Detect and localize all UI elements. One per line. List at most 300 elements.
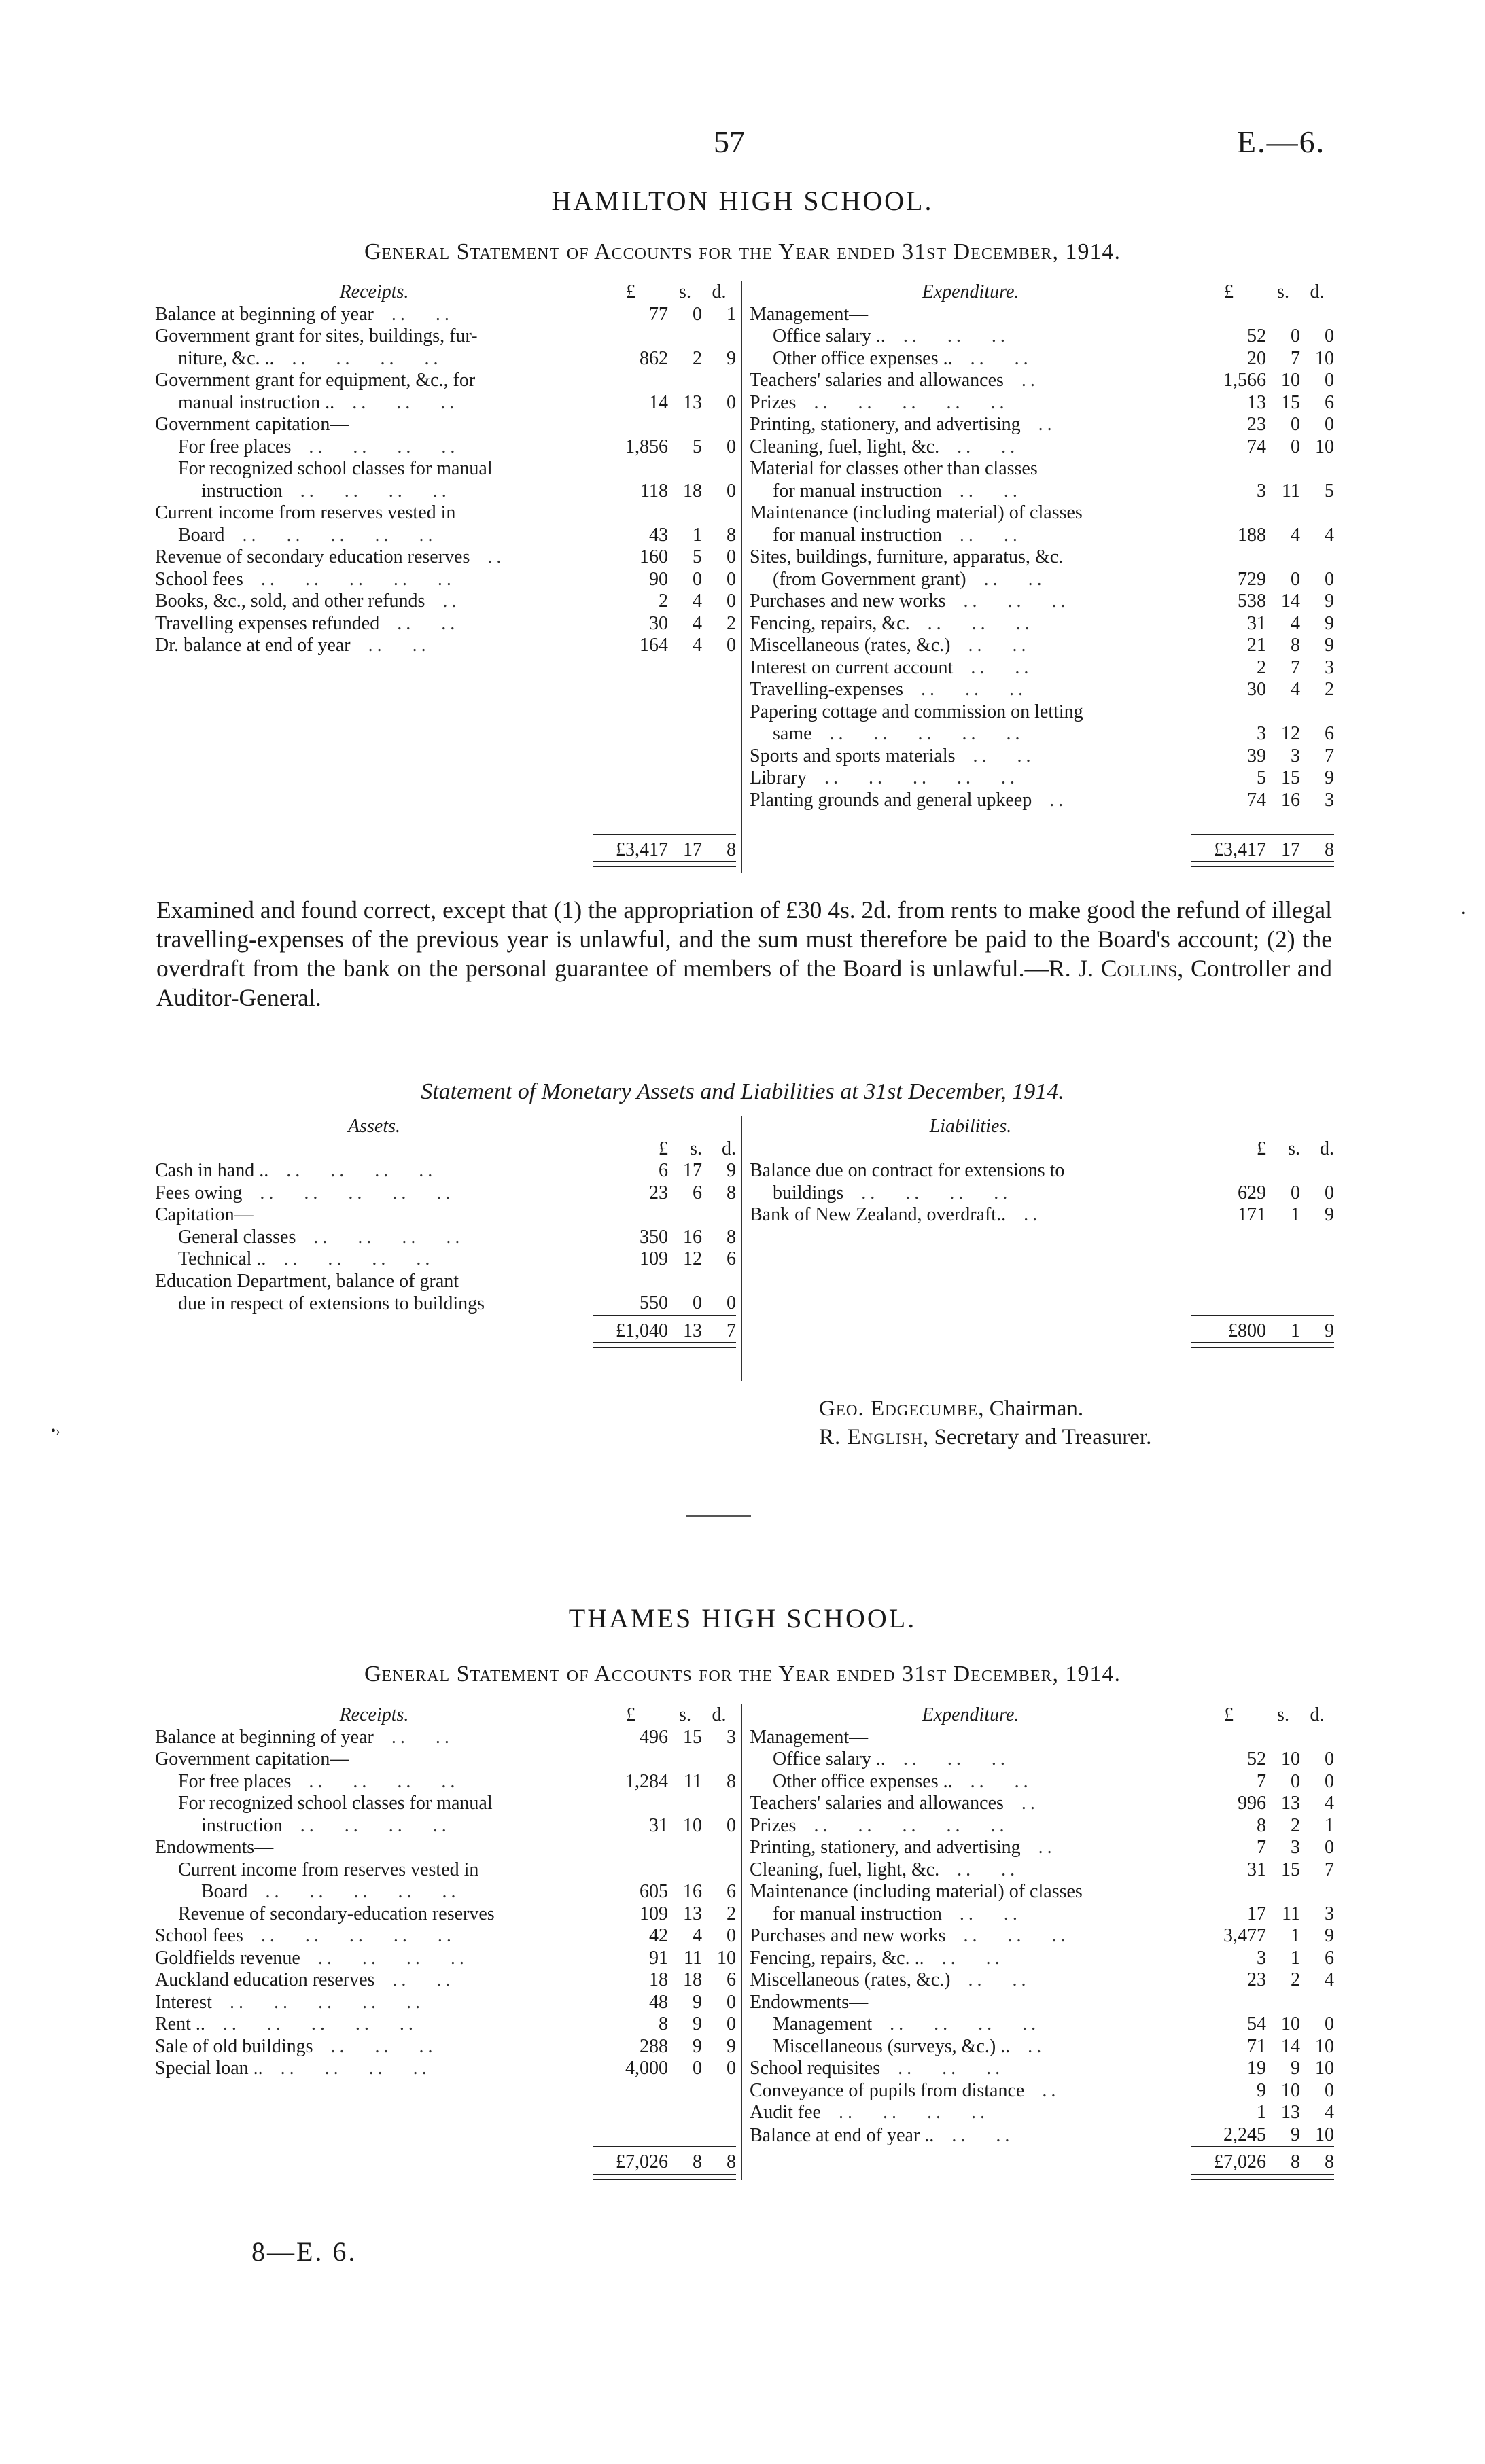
amount-pence — [702, 1793, 736, 1815]
leader-dots: .. .. .. .. — [296, 1226, 464, 1248]
amount-pounds: 52 — [1247, 1748, 1266, 1770]
amount-pence — [1300, 304, 1334, 326]
row-label-text: for manual instruction — [773, 480, 942, 501]
page-number: 57 — [714, 124, 745, 159]
row-label-text: Sites, buildings, furniture, apparatus, &c. — [750, 546, 1064, 567]
spacer — [750, 1292, 1334, 1316]
amount-shillings: 10 — [1281, 2013, 1300, 2035]
header-row — [155, 1116, 736, 1138]
row-label — [750, 546, 1191, 569]
hamilton-receipts-table — [155, 281, 736, 867]
row-label-text: Current income from reserves vested in — [178, 1859, 479, 1880]
amount-shillings — [668, 458, 702, 480]
ledger-row — [155, 1903, 736, 1926]
column-header: Expenditure. — [922, 281, 1019, 302]
row-label-text: Travelling-expenses — [750, 679, 904, 700]
row-label-text: due in respect of extensions to buildings — [178, 1293, 485, 1314]
amount-pounds: 1 — [1257, 2102, 1266, 2123]
ledger-row — [750, 1793, 1334, 1815]
double-rule — [593, 1342, 736, 1348]
total-shillings: 8 — [668, 2147, 702, 2174]
amount-pence: 0 — [727, 2013, 736, 2035]
total-pence: 7 — [702, 1316, 736, 1343]
amount-pence — [1300, 701, 1334, 724]
ledger-row — [155, 591, 736, 613]
amount-pence: 9 — [1325, 767, 1334, 788]
header-row — [750, 1116, 1334, 1138]
leader-dots: .. — [1020, 414, 1056, 435]
total-row — [750, 834, 1334, 862]
row-label-text: Sale of old buildings — [155, 2035, 313, 2057]
ledger-row — [750, 723, 1334, 745]
row-label-text: for manual instruction — [773, 524, 942, 546]
row-label — [750, 304, 1191, 326]
leader-dots: .. .. — [373, 1726, 453, 1748]
amount-pounds: 538 — [1238, 591, 1266, 612]
row-label — [750, 348, 1191, 370]
amount-pence: 0 — [1325, 2079, 1334, 2101]
double-rule-row — [155, 1342, 736, 1348]
ledger-row — [750, 1948, 1334, 1970]
row-label — [155, 348, 593, 370]
row-label — [750, 569, 1191, 591]
leader-dots: .. .. .. .. .. — [243, 1925, 455, 1946]
row-label — [155, 1903, 593, 1926]
amount-pence — [1300, 1727, 1334, 1749]
amount-pounds: 996 — [1238, 1793, 1266, 1814]
amount-shillings: 4 — [1291, 612, 1300, 634]
ledger-row — [750, 348, 1334, 370]
ledger-row — [750, 1160, 1334, 1182]
amount-shillings: 9 — [693, 1991, 702, 2013]
amount-pence: 0 — [727, 546, 736, 567]
amount-pounds: 74 — [1247, 436, 1266, 457]
ledger-row — [750, 2013, 1334, 2036]
amount-pence: 2 — [727, 612, 736, 634]
currency-header-pounds: £ — [1257, 1138, 1266, 1159]
ledger-row — [155, 304, 736, 326]
row-label-text: Goldfields revenue — [155, 1947, 300, 1969]
row-label — [750, 723, 1191, 745]
amount-pounds: 90 — [649, 568, 668, 590]
ledger-row — [155, 613, 736, 635]
row-label-text: Capitation— — [155, 1204, 254, 1225]
row-label — [750, 591, 1191, 613]
amount-shillings: 10 — [683, 1814, 702, 1836]
amount-pence — [1300, 458, 1334, 480]
amount-pence: 5 — [1325, 480, 1334, 501]
column-divider — [741, 1704, 742, 2180]
ledger-row — [155, 1969, 736, 1992]
row-label — [155, 325, 593, 348]
row-label-text: Fees owing — [155, 1182, 243, 1203]
spacer — [155, 2080, 736, 2102]
ledger-row — [750, 392, 1334, 415]
amount-shillings: 4 — [693, 591, 702, 612]
leader-dots: .. .. .. — [880, 2058, 1004, 2079]
amount-pounds — [593, 1793, 668, 1815]
column-header: Assets. — [348, 1116, 400, 1137]
currency-header-pence — [702, 1116, 736, 1138]
row-label — [750, 679, 1191, 701]
row-label — [155, 1727, 593, 1749]
spacer — [155, 1138, 593, 1161]
spacer — [750, 1227, 1334, 1249]
ledger-row — [155, 1925, 736, 1948]
row-label-text: Management— — [750, 1726, 869, 1748]
amount-shillings: 12 — [1281, 723, 1300, 744]
total-row — [155, 1316, 736, 1343]
row-label — [155, 1925, 593, 1948]
ledger-row — [750, 1969, 1334, 1992]
scan-mark: •› — [51, 1424, 60, 1439]
spacer — [750, 1138, 1191, 1161]
leader-dots: .. — [1010, 2035, 1046, 2057]
total-shillings: 1 — [1266, 1316, 1300, 1343]
amount-shillings — [668, 1271, 702, 1293]
row-label — [155, 1182, 593, 1205]
amount-pounds: 109 — [640, 1248, 668, 1269]
amount-pounds: 862 — [640, 347, 668, 369]
row-label — [750, 325, 1191, 348]
leader-dots: .. .. .. .. .. — [811, 723, 1024, 744]
amount-shillings: 13 — [683, 391, 702, 413]
amount-pence: 3 — [1325, 1903, 1334, 1924]
row-label — [155, 2013, 593, 2036]
spacer-row — [155, 811, 736, 834]
row-label — [155, 525, 593, 547]
scan-mark: • — [1461, 908, 1465, 919]
row-label-text: Government grant for equipment, &c., for — [155, 370, 476, 391]
spacer — [750, 811, 1334, 834]
leader-dots: .. .. — [966, 568, 1046, 590]
amount-shillings — [668, 1748, 702, 1771]
row-label-text: Travelling expenses refunded — [155, 612, 380, 634]
row-label-text: Other office expenses .. — [773, 347, 953, 369]
amount-pence: 0 — [727, 591, 736, 612]
amount-shillings — [668, 1859, 702, 1882]
currency-header-pence: d. — [722, 1138, 736, 1159]
amount-shillings: 15 — [1281, 767, 1300, 788]
amount-pounds: 9 — [1257, 2079, 1266, 2101]
ledger-row — [155, 1727, 736, 1749]
amount-shillings: 5 — [693, 436, 702, 457]
row-label-text: Balance due on contract for extensions to — [750, 1160, 1065, 1181]
ledger-row — [750, 1837, 1334, 1859]
row-label-text: Material for classes other than classes — [750, 458, 1038, 479]
amount-shillings: 0 — [693, 303, 702, 325]
total-pence: 8 — [1300, 834, 1334, 862]
leader-dots: .. .. — [939, 436, 1019, 457]
amount-shillings: 4 — [1291, 524, 1300, 546]
amount-pounds: 2 — [659, 591, 668, 612]
row-label — [750, 745, 1191, 768]
amount-pounds: 8 — [659, 2013, 668, 2035]
row-label-text: Teachers' salaries and allowances — [750, 1793, 1004, 1814]
ledger-row — [155, 1859, 736, 1882]
amount-pence: 0 — [1325, 1182, 1334, 1203]
amount-pence: 0 — [727, 1292, 736, 1314]
row-label — [750, 370, 1191, 392]
amount-pence: 6 — [1325, 1947, 1334, 1969]
spacer-row — [750, 1248, 1334, 1271]
ledger-row — [155, 502, 736, 525]
amount-pounds: 43 — [649, 524, 668, 546]
spacer-row — [155, 679, 736, 701]
amount-pence: 0 — [727, 391, 736, 413]
leader-dots: .. .. — [941, 1903, 1021, 1924]
amount-shillings: 9 — [693, 2035, 702, 2057]
ledger-row — [750, 436, 1334, 459]
amount-pounds: 496 — [640, 1726, 668, 1748]
amount-pence: 0 — [727, 436, 736, 457]
ledger-row — [155, 1881, 736, 1903]
ledger-row — [750, 1204, 1334, 1227]
spacer-row — [155, 767, 736, 790]
row-label — [750, 2102, 1191, 2124]
amount-pounds: 4,000 — [625, 2058, 668, 2079]
currency-header-shillings: s. — [690, 1138, 702, 1159]
row-label-text: Board — [201, 1881, 248, 1902]
currency-header-pence: d. — [1310, 281, 1325, 302]
currency-header-pounds: £ — [659, 1138, 668, 1159]
row-label — [750, 1837, 1191, 1859]
amount-pounds — [1191, 546, 1266, 569]
amount-shillings: 11 — [1282, 480, 1300, 501]
amount-shillings: 0 — [693, 2058, 702, 2079]
amount-pence: 6 — [1325, 391, 1334, 413]
amount-pence — [702, 1837, 736, 1859]
amount-pence: 2 — [1325, 679, 1334, 700]
total-pounds: £7,026 — [593, 2147, 668, 2174]
hamilton-title: HAMILTON HIGH SCHOOL. — [551, 186, 934, 216]
row-label-text: Audit fee — [750, 2102, 821, 2123]
ledger-row — [155, 2013, 736, 2036]
leader-dots: .. .. — [924, 1947, 1004, 1969]
amount-pence: 1 — [727, 303, 736, 325]
leader-dots: .. .. .. .. — [291, 1770, 459, 1792]
amount-pounds: 350 — [640, 1226, 668, 1248]
amount-pence: 0 — [727, 1991, 736, 2013]
row-label-text: Auckland education reserves — [155, 1969, 375, 1990]
amount-shillings: 2 — [1291, 1969, 1300, 1990]
spacer — [750, 1248, 1334, 1271]
row-label — [750, 1992, 1191, 2014]
amount-pounds — [593, 414, 668, 436]
spacer-row — [750, 811, 1334, 834]
amount-pence: 3 — [727, 1726, 736, 1748]
amount-pounds — [593, 1271, 668, 1293]
spacer — [155, 2124, 736, 2147]
header-row — [155, 1704, 736, 1727]
row-label — [750, 2124, 1191, 2147]
amount-pounds: 39 — [1247, 745, 1266, 767]
ledger-row — [155, 458, 736, 480]
amount-shillings: 0 — [1291, 1182, 1300, 1203]
spacer — [155, 1342, 593, 1348]
ledger-row — [155, 1837, 736, 1859]
amount-pounds — [593, 1748, 668, 1771]
leader-dots: .. .. .. — [945, 1925, 1070, 1946]
amount-pence: 1 — [1325, 1814, 1334, 1836]
amount-pounds — [593, 458, 668, 480]
double-rule — [1191, 861, 1334, 867]
amount-shillings — [668, 370, 702, 392]
leader-dots: .. .. .. .. .. — [806, 767, 1019, 788]
amount-shillings: 11 — [1282, 1903, 1300, 1924]
row-label — [155, 392, 593, 415]
currency-header-shillings: s. — [1288, 1138, 1300, 1159]
leader-dots: .. .. — [350, 635, 430, 656]
amount-pence: 10 — [1315, 347, 1334, 369]
ledger-row — [750, 414, 1334, 436]
ledger-row — [155, 569, 736, 591]
amount-shillings — [668, 325, 702, 348]
amount-pence: 6 — [1325, 723, 1334, 744]
leader-dots: .. .. — [950, 1969, 1030, 1990]
spacer-row — [750, 1271, 1334, 1293]
row-label-text: Miscellaneous (surveys, &c.) .. — [773, 2035, 1011, 2057]
total-row — [155, 834, 736, 862]
leader-dots: .. .. — [953, 656, 1033, 678]
row-label-text: School fees — [155, 1925, 243, 1946]
ledger-row — [750, 613, 1334, 635]
ledger — [155, 1116, 736, 1348]
ledger-row — [750, 458, 1334, 480]
amount-pence: 9 — [727, 1160, 736, 1181]
row-label-text: buildings — [773, 1182, 844, 1203]
thames-expenditure-table — [750, 1704, 1334, 2180]
ledger-row — [750, 1815, 1334, 1837]
amount-shillings: 7 — [1291, 656, 1300, 678]
amount-pounds: 23 — [649, 1182, 668, 1203]
amount-pence: 9 — [1325, 591, 1334, 612]
amount-shillings: 14 — [1281, 591, 1300, 612]
amount-pence: 0 — [1325, 1837, 1334, 1858]
amount-shillings: 16 — [683, 1226, 702, 1248]
amount-pence: 0 — [727, 1814, 736, 1836]
row-label — [155, 414, 593, 436]
row-label-text: Maintenance (including material) of classes — [750, 502, 1083, 523]
row-label — [750, 458, 1191, 480]
amount-pence: 6 — [727, 1248, 736, 1269]
amount-pence — [702, 1748, 736, 1771]
amount-shillings: 2 — [693, 347, 702, 369]
row-label-text: Management— — [750, 303, 869, 325]
page-footer: 8—E. 6. — [251, 2236, 357, 2267]
total-shillings: 13 — [668, 1316, 702, 1343]
amount-shillings: 11 — [684, 1770, 702, 1792]
leader-dots: .. .. — [941, 524, 1021, 546]
leader-dots: .. .. — [952, 347, 1032, 369]
leader-dots: .. .. .. .. .. — [211, 1991, 424, 2013]
amount-pounds: 14 — [649, 391, 668, 413]
ledger-row — [750, 1771, 1334, 1793]
spacer-row — [155, 723, 736, 745]
ledger-row — [750, 480, 1334, 503]
amount-pounds: 629 — [1238, 1182, 1266, 1203]
leader-dots: .. .. .. .. .. — [247, 1881, 460, 1902]
amount-pounds: 3,477 — [1223, 1925, 1266, 1946]
leader-dots: .. .. .. .. .. — [242, 1182, 455, 1203]
amount-shillings — [1266, 502, 1300, 525]
row-label-text: Cleaning, fuel, light, &c. — [750, 436, 940, 457]
amount-pounds: 2,245 — [1223, 2124, 1266, 2145]
row-label — [155, 1881, 593, 1903]
amount-pounds — [1191, 304, 1266, 326]
row-label — [155, 635, 593, 657]
amount-shillings: 9 — [693, 2013, 702, 2035]
amount-pounds — [1191, 458, 1266, 480]
spacer-row — [155, 745, 736, 768]
double-rule-line — [1191, 2174, 1334, 2180]
amount-shillings — [668, 414, 702, 436]
spacer — [155, 723, 736, 745]
currency-header-pounds: £ — [626, 1704, 635, 1725]
amount-shillings: 9 — [1291, 2058, 1300, 2079]
amount-pounds: 71 — [1247, 2035, 1266, 2057]
amount-pence — [702, 458, 736, 480]
ledger-row — [155, 1204, 736, 1227]
amount-pounds: 5 — [1257, 767, 1266, 788]
row-label — [155, 569, 593, 591]
amount-pounds: 30 — [649, 612, 668, 634]
row-label — [750, 392, 1191, 415]
amount-pounds: 23 — [1247, 1969, 1266, 1990]
total-row — [750, 2147, 1334, 2174]
ledger-row — [750, 1992, 1334, 2014]
row-label — [750, 1859, 1191, 1882]
currency-header-pence: d. — [1320, 1138, 1334, 1159]
amount-pounds — [593, 370, 668, 392]
column-divider — [741, 1116, 742, 1381]
currency-row — [750, 1138, 1334, 1161]
auditor-note-text: Examined and found correct, except that (1) the appropriation of £30 4s. 2d. from rents to make good the refund of illegal travelling-expenses of the previous year is unlawful, and the sum must therefore be paid to the Board's account; (2) the overdraft from the bank on the personal guarantee of members of the Board is unlawful.—R. J. — [156, 896, 1332, 982]
thames-title: THAMES HIGH SCHOOL. — [568, 1603, 917, 1634]
amount-pence: 0 — [1325, 1770, 1334, 1792]
row-label — [155, 1748, 593, 1771]
row-label-text: Fencing, repairs, &c. .. — [750, 1947, 924, 1969]
amount-pence — [702, 370, 736, 392]
amount-pounds — [593, 325, 668, 348]
amount-shillings: 1 — [1291, 1925, 1300, 1946]
leader-dots: .. .. .. — [313, 2035, 437, 2057]
signature-chairman — [819, 1394, 1151, 1423]
amount-pounds: 19 — [1247, 2058, 1266, 2079]
ledger-row — [155, 546, 736, 569]
amount-shillings: 1 — [693, 524, 702, 546]
row-label — [155, 1859, 593, 1882]
row-label-text: For recognized school classes for manual — [178, 1793, 493, 1814]
amount-shillings — [668, 502, 702, 525]
amount-pence: 0 — [1325, 2013, 1334, 2035]
amount-pence: 0 — [727, 2058, 736, 2079]
auditor-note — [156, 896, 1332, 1013]
leader-dots: .. — [470, 546, 506, 567]
signature-role: , Secretary and Treasurer. — [923, 1425, 1152, 1449]
double-rule-row — [155, 861, 736, 867]
amount-shillings — [1266, 304, 1300, 326]
row-label-text: Board — [178, 524, 225, 546]
spacer-row — [155, 790, 736, 812]
amount-pence: 4 — [1325, 1793, 1334, 1814]
amount-shillings: 4 — [693, 612, 702, 634]
row-label-text: Dr. balance at end of year — [155, 635, 351, 656]
row-label — [155, 1815, 593, 1837]
amount-pounds — [593, 1837, 668, 1859]
total-row — [155, 2147, 736, 2174]
row-label — [155, 613, 593, 635]
